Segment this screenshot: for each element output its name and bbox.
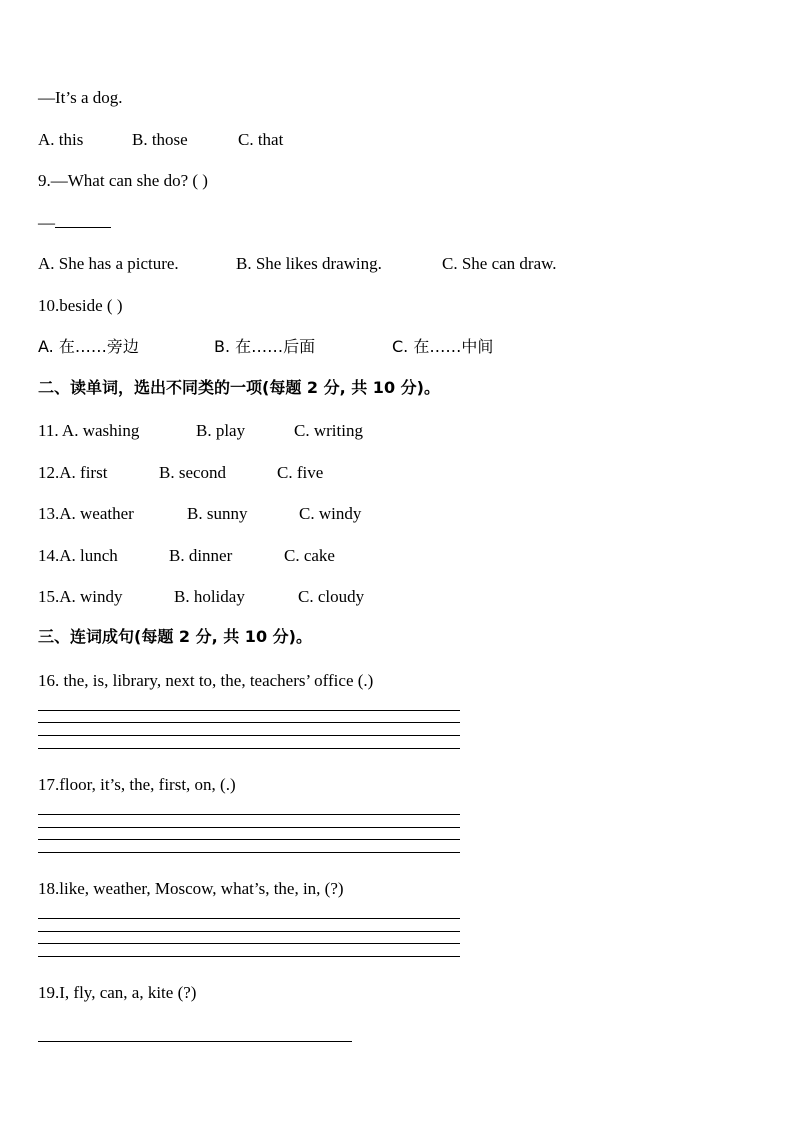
q10-option-b: B. 在……后面 — [214, 337, 316, 356]
section3-title: 三、连词成句(每题 2 分, 共 10 分)。 — [38, 627, 312, 646]
q13-row — [38, 504, 458, 524]
q11-number: 11. A. washing — [38, 421, 140, 440]
q11-option-c: C. writing — [294, 421, 363, 440]
q17-writing-line[interactable] — [38, 814, 460, 815]
q9-question: 9.—What can she do? ( ) — [38, 171, 208, 190]
q14-option-c: C. cake — [284, 546, 335, 565]
q9-option-a: A. She has a picture. — [38, 254, 179, 273]
q10-option-a: A. 在……旁边 — [38, 337, 139, 356]
q12-row — [38, 463, 458, 483]
q17-writing-line[interactable] — [38, 839, 460, 840]
q18-prompt: 18.like, weather, Moscow, what’s, the, in, (?) — [38, 879, 344, 898]
q16-writing-line[interactable] — [38, 735, 460, 736]
q9-option-b: B. She likes drawing. — [236, 254, 382, 273]
q8-option-b: B. those — [132, 130, 188, 149]
q10-question: 10.beside ( ) — [38, 296, 123, 315]
q17-writing-line[interactable] — [38, 827, 460, 828]
q9-option-c: C. She can draw. — [442, 254, 557, 273]
q17-prompt: 17.floor, it’s, the, first, on, (.) — [38, 775, 236, 794]
q18-writing-line[interactable] — [38, 918, 460, 919]
q10-options — [38, 337, 538, 357]
q19-prompt: 19.I, fly, can, a, kite (?) — [38, 983, 197, 1002]
q15-option-c: C. cloudy — [298, 587, 365, 606]
q18-writing-line[interactable] — [38, 943, 460, 944]
q16-writing-line[interactable] — [38, 722, 460, 723]
q16-writing-line[interactable] — [38, 748, 460, 749]
q8-options — [38, 130, 438, 150]
q11-row — [38, 421, 458, 441]
q16-writing-line[interactable] — [38, 710, 460, 711]
q13-option-c: C. windy — [299, 504, 362, 523]
q9-answer-line — [38, 213, 111, 233]
q14-option-b: B. dinner — [169, 546, 233, 565]
q12-option-c: C. five — [277, 463, 324, 482]
q8-answer: —It’s a dog. — [38, 88, 123, 107]
q10-option-c: C. 在……中间 — [392, 337, 494, 356]
q15-number: 15.A. windy — [38, 587, 123, 606]
q14-number: 14.A. lunch — [38, 546, 118, 565]
q9-options — [38, 254, 598, 274]
q12-number: 12.A. first — [38, 463, 108, 482]
q8-option-a: A. this — [38, 130, 84, 149]
q13-number: 13.A. weather — [38, 504, 134, 523]
q9-answer-prefix: — — [38, 213, 55, 232]
q15-row — [38, 587, 458, 607]
q13-option-b: B. sunny — [187, 504, 248, 523]
section2-title: 二、读单词，选出不同类的一项(每题 2 分, 共 10 分)。 — [38, 378, 440, 397]
q8-option-c: C. that — [238, 130, 284, 149]
q17-writing-line[interactable] — [38, 852, 460, 853]
q12-option-b: B. second — [159, 463, 227, 482]
q16-prompt: 16. the, is, library, next to, the, teachers’ office (.) — [38, 671, 374, 690]
q18-writing-line[interactable] — [38, 931, 460, 932]
q19-answer-line[interactable] — [38, 1041, 352, 1042]
q18-writing-line[interactable] — [38, 956, 460, 957]
q9-answer-blank[interactable] — [55, 213, 111, 228]
q11-option-b: B. play — [196, 421, 246, 440]
q14-row — [38, 546, 458, 566]
q15-option-b: B. holiday — [174, 587, 245, 606]
